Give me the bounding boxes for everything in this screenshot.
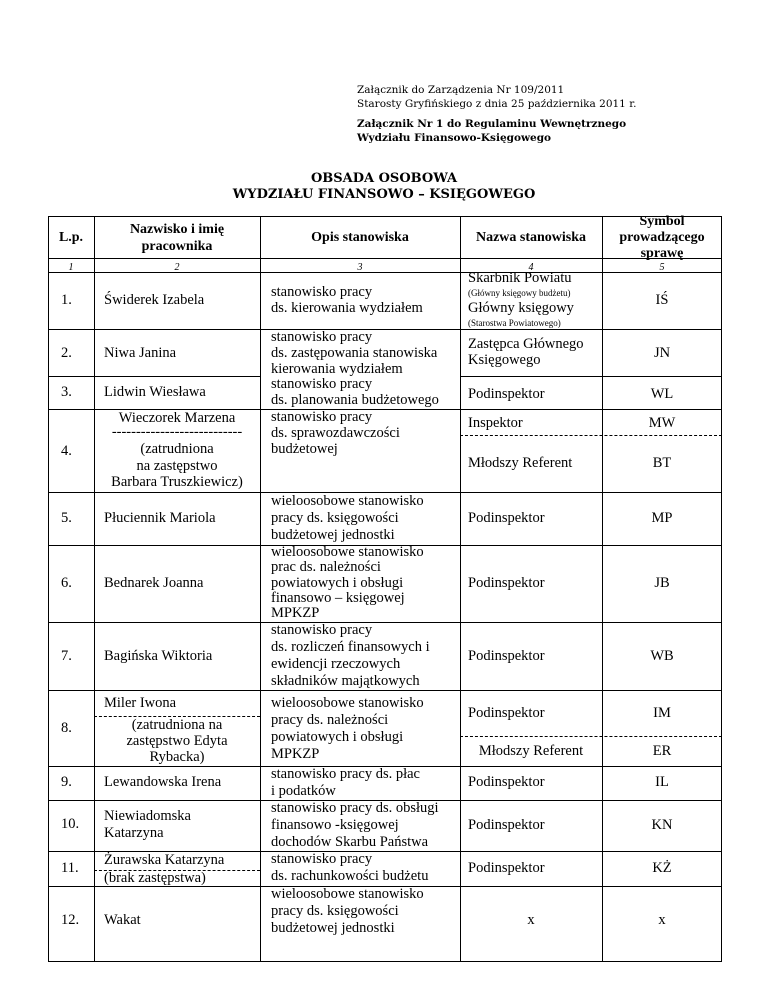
row-2-name: Niwa Janina: [104, 345, 177, 361]
header-name-1: Nazwisko i imię: [129, 222, 225, 237]
annex-line-4: Wydziału Finansowo-Księgowego: [357, 132, 552, 144]
row-11-name-1: Żurawska Katarzyna: [104, 852, 225, 868]
annex-line-2: Starosty Gryfińskiego z dnia 25 października 2011 r.: [357, 98, 637, 110]
header-symbol-3: sprawę: [640, 246, 684, 261]
row-8-name-3: zastępstwo Edyta: [126, 733, 228, 749]
row-6-opis-3: powiatowych i obsługi: [271, 575, 404, 591]
row-8-lp: 8.: [61, 720, 72, 736]
document-title-1: OBSADA OSOBOWA: [310, 171, 458, 186]
row-4-name-1: Wieczorek Marzena: [118, 410, 236, 426]
annex-line-1: Załącznik do Zarządzenia Nr 109/2011: [357, 84, 565, 96]
row-11-lp: 11.: [61, 860, 79, 876]
row-10-nazwa: Podinspektor: [468, 817, 545, 833]
row-5-opis-3: budżetowej jednostki: [271, 527, 395, 543]
row-12-opis-3: budżetowej jednostki: [271, 920, 395, 936]
row-6-opis-5: MPKZP: [271, 605, 320, 621]
row-3-symbol: WL: [650, 386, 674, 402]
row-10-opis-3: dochodów Skarbu Państwa: [271, 834, 429, 850]
row-4-name-separator: ---------------------------: [111, 424, 243, 440]
row-11-symbol: KŻ: [652, 860, 672, 876]
row-4-name-4: Barbara Truszkiewicz): [111, 474, 243, 490]
header-lp: L.p.: [58, 230, 84, 245]
row-6-opis-1: wieloosobowe stanowisko: [271, 544, 424, 560]
row-2-symbol: JN: [653, 345, 671, 361]
row-6-opis-4: finansowo – księgowej: [271, 590, 405, 606]
header-symbol-2: prowadzącego: [619, 230, 705, 245]
row-8-opis-1: wieloosobowe stanowisko: [271, 695, 424, 711]
row-10-opis-2: finansowo -księgowej: [271, 817, 399, 833]
row-1-nazwa-2: (Główny księgowy budżetu): [468, 288, 571, 298]
column-number: 4: [528, 262, 534, 273]
row-11-name-2: (brak zastępstwa): [104, 870, 206, 886]
row-7-opis-3: ewidencji rzeczowych: [271, 656, 401, 672]
row-dashed-divider: [460, 435, 722, 436]
row-4-lp: 4.: [61, 443, 72, 459]
row-4-symbol-1: MW: [648, 415, 676, 431]
row-10-name-1: Niewiadomska: [104, 808, 191, 824]
row-11-opis-2: ds. rachunkowości budżetu: [271, 868, 429, 884]
row-8-symbol-2: ER: [652, 743, 672, 759]
row-9-name: Lewandowska Irena: [104, 774, 222, 790]
row-4-name-2: (zatrudniona: [140, 441, 214, 457]
row-7-nazwa: Podinspektor: [468, 648, 545, 664]
row-9-opis-1: stanowisko pracy ds. płac: [271, 766, 420, 782]
row-3-opis-1: stanowisko pracy: [271, 376, 373, 392]
row-5-lp: 5.: [61, 510, 72, 526]
row-1-name: Świderek Izabela: [104, 292, 205, 308]
row-divider: [48, 622, 722, 623]
row-7-opis-2: ds. rozliczeń finansowych i: [271, 639, 430, 655]
row-divider: [48, 690, 722, 691]
row-7-opis-4: składników majątkowych: [271, 673, 420, 689]
row-10-symbol: KN: [651, 817, 673, 833]
row-7-symbol: WB: [650, 648, 674, 664]
row-9-symbol: IL: [655, 774, 669, 790]
document-title-2: WYDZIAŁU FINANSOWO – KSIĘGOWEGO: [232, 187, 536, 202]
row-2-lp: 2.: [61, 345, 72, 361]
row-12-symbol: x: [658, 912, 666, 928]
row-5-opis-2: pracy ds. księgowości: [271, 510, 399, 526]
column-number: 2: [174, 262, 180, 273]
row-4-nazwa-2: Młodszy Referent: [468, 455, 573, 471]
row-3-opis-2: ds. planowania budżetowego: [271, 392, 439, 408]
row-7-lp: 7.: [61, 648, 72, 664]
row-2-opis-3: kierowania wydziałem: [271, 361, 403, 377]
row-8-name-2: (zatrudniona na: [131, 717, 223, 733]
row-2-nazwa-2: Księgowego: [468, 352, 541, 368]
row-8-name-1: Miler Iwona: [104, 695, 177, 711]
header-opis: Opis stanowiska: [311, 230, 409, 245]
row-divider: [48, 376, 260, 377]
row-12-opis-2: pracy ds. księgowości: [271, 903, 399, 919]
row-6-nazwa: Podinspektor: [468, 575, 545, 591]
row-7-name: Bagińska Wiktoria: [104, 648, 213, 664]
row-4-opis-2: ds. sprawozdawczości: [271, 425, 400, 441]
column-number: 1: [68, 262, 74, 273]
row-12-lp: 12.: [61, 912, 80, 928]
row-9-lp: 9.: [61, 774, 72, 790]
row-4-symbol-2: BT: [652, 455, 672, 471]
row-3-lp: 3.: [61, 384, 72, 400]
annex-line-3: Załącznik Nr 1 do Regulaminu Wewnętrznego: [357, 118, 627, 130]
row-8-opis-2: pracy ds. należności: [271, 712, 389, 728]
row-6-opis-2: prac ds. należności: [271, 559, 381, 575]
row-1-symbol: IŚ: [655, 292, 669, 308]
row-10-name-2: Katarzyna: [104, 825, 164, 841]
header-name-2: pracownika: [141, 239, 213, 254]
column-number: 5: [659, 262, 665, 273]
row-8-nazwa-2: Młodszy Referent: [478, 743, 584, 759]
row-divider: [48, 329, 722, 330]
row-6-lp: 6.: [61, 575, 72, 591]
row-1-opis-1: stanowisko pracy: [271, 284, 373, 300]
row-12-nazwa: x: [527, 912, 535, 928]
row-6-name: Bednarek Joanna: [104, 575, 204, 591]
row-11-opis-1: stanowisko pracy: [271, 851, 373, 867]
row-1-nazwa-1: Skarbnik Powiatu: [468, 270, 572, 286]
row-1-nazwa-4: (Starostwa Powiatowego): [468, 318, 561, 328]
row-1-lp: 1.: [61, 292, 72, 308]
row-dashed-divider: [460, 736, 722, 737]
row-8-opis-4: MPKZP: [271, 746, 320, 762]
row-5-opis-1: wieloosobowe stanowisko: [271, 493, 424, 509]
row-9-opis-2: i podatków: [271, 783, 336, 799]
row-8-opis-3: powiatowych i obsługi: [271, 729, 404, 745]
row-5-nazwa: Podinspektor: [468, 510, 545, 526]
row-8-symbol-1: IM: [653, 705, 671, 721]
row-12-name: Wakat: [104, 912, 141, 928]
row-2-opis-2: ds. zastępowania stanowiska: [271, 345, 438, 361]
row-7-opis-1: stanowisko pracy: [271, 622, 373, 638]
row-4-opis-3: budżetowej: [271, 441, 338, 457]
row-1-opis-2: ds. kierowania wydziałem: [271, 300, 423, 316]
row-9-nazwa: Podinspektor: [468, 774, 545, 790]
row-4-opis-1: stanowisko pracy: [271, 409, 373, 425]
row-1-nazwa-3: Główny księgowy: [468, 300, 574, 316]
row-8-name-4: Rybacka): [149, 749, 205, 765]
row-5-symbol: MP: [651, 510, 673, 526]
row-2-nazwa-1: Zastępca Głównego: [468, 336, 584, 352]
row-11-nazwa: Podinspektor: [468, 860, 545, 876]
row-2-opis-1: stanowisko pracy: [271, 329, 373, 345]
row-8-nazwa-1: Podinspektor: [468, 705, 545, 721]
row-4-nazwa-1: Inspektor: [468, 415, 523, 431]
row-10-lp: 10.: [61, 816, 80, 832]
row-6-symbol: JB: [654, 575, 670, 591]
row-12-opis-1: wieloosobowe stanowisko: [271, 886, 424, 902]
row-10-opis-1: stanowisko pracy ds. obsługi: [271, 800, 439, 816]
header-symbol-1: Symbol: [639, 214, 685, 229]
row-3-nazwa: Podinspektor: [468, 386, 545, 402]
row-3-name: Lidwin Wiesława: [104, 384, 206, 400]
column-number: 3: [357, 262, 363, 273]
row-divider: [460, 376, 722, 377]
row-5-name: Płuciennik Mariola: [104, 510, 216, 526]
header-nazwa: Nazwa stanowiska: [475, 230, 587, 245]
row-4-name-3: na zastępstwo: [136, 458, 218, 474]
